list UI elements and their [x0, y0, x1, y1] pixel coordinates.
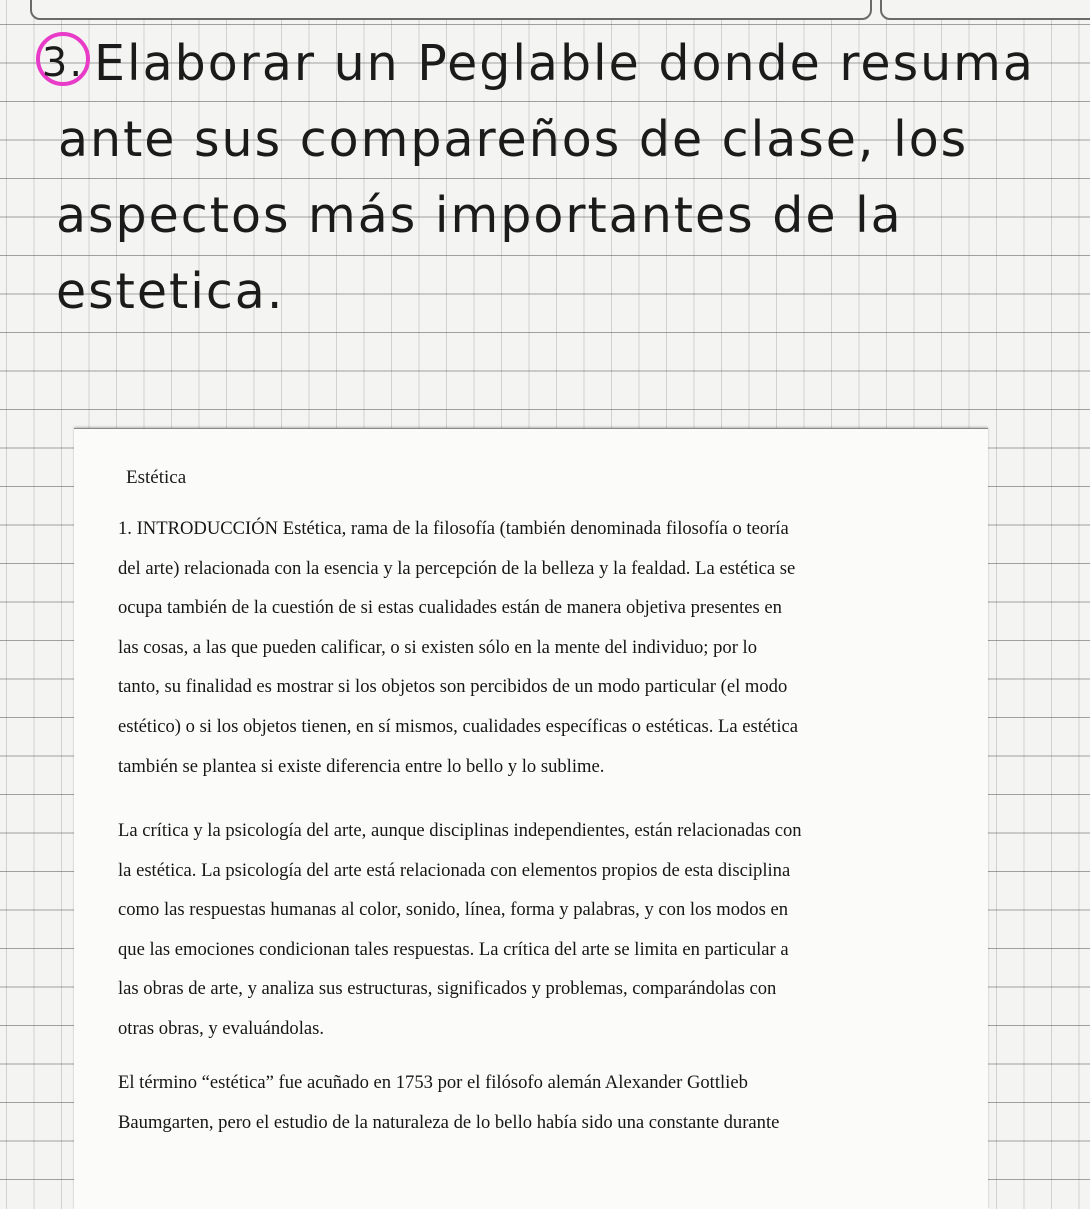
handwritten-text-2: ante sus compareños de clase, los — [58, 111, 969, 168]
document-title: Estética — [126, 467, 187, 488]
paragraph-line: las cosas, a las que pueden calificar, o si existen sólo en la mente del individuo; por lo — [118, 636, 758, 658]
paragraph-line: Baumgarten, pero el estudio de la naturaleza de lo bello había sido una constante durante — [118, 1111, 780, 1133]
handwritten-line-3 — [36, 178, 1076, 254]
paragraph-introduccion — [118, 509, 968, 786]
paragraph-termino — [118, 1063, 968, 1142]
paragraph-line: que las emociones condicionan tales respuestas. La crítica del arte se limita en particular a — [118, 938, 789, 960]
handwritten-text-1: Elaborar un Peglable donde resuma — [94, 35, 1035, 92]
handwritten-line-4 — [36, 254, 1076, 330]
paragraph-line: La crítica y la psicología del arte, aunque disciplinas independientes, están relacionadas con — [118, 820, 802, 841]
handwritten-text-3: aspectos más importantes de la — [56, 187, 903, 244]
handwritten-line-2 — [36, 102, 1076, 178]
paragraph-line: El término “estética” fue acuñado en 1753 por el filósofo alemán Alexander Gottlieb — [118, 1072, 748, 1093]
handwritten-assignment — [36, 26, 1076, 330]
paragraph-line: del arte) relacionada con la esencia y la percepción de la belleza y la fealdad. La estética se — [118, 557, 796, 579]
paragraph-line: como las respuestas humanas al color, sonido, línea, forma y palabras, y con los modos en — [118, 899, 789, 921]
notebook-tab-left — [30, 0, 872, 20]
paragraph-line: tanto, su finalidad es mostrar si los objetos son percibidos de un modo particular (el modo — [118, 676, 788, 698]
assignment-number: 3. — [41, 40, 85, 86]
paragraph-line: estético) o si los objetos tienen, en sí mismos, cualidades específicas o estéticas. La estética — [118, 715, 799, 737]
notebook-tab-right — [880, 0, 1090, 20]
paragraph-line: 1. INTRODUCCIÓN Estética, rama de la filosofía (también denominada filosofía o teoría — [118, 518, 789, 539]
handwritten-line-1 — [36, 26, 1076, 102]
paragraph-line: otras obras, y evaluándolas. — [118, 1017, 325, 1039]
paragraph-critica — [118, 811, 968, 1049]
assignment-number-circle — [36, 32, 90, 86]
paragraph-line: la estética. La psicología del arte está relacionada con elementos propios de esta disciplina — [118, 859, 791, 881]
paragraph-line: también se plantea si existe diferencia entre lo bello y lo sublime. — [118, 755, 605, 777]
handwritten-text-4: estetica. — [56, 263, 285, 320]
pasted-printout — [74, 428, 988, 1209]
paragraph-line: las obras de arte, y analiza sus estructuras, significados y problemas, comparándolas con — [118, 978, 777, 1000]
paragraph-line: ocupa también de la cuestión de si estas cualidades están de manera objetiva presentes en — [118, 597, 782, 619]
